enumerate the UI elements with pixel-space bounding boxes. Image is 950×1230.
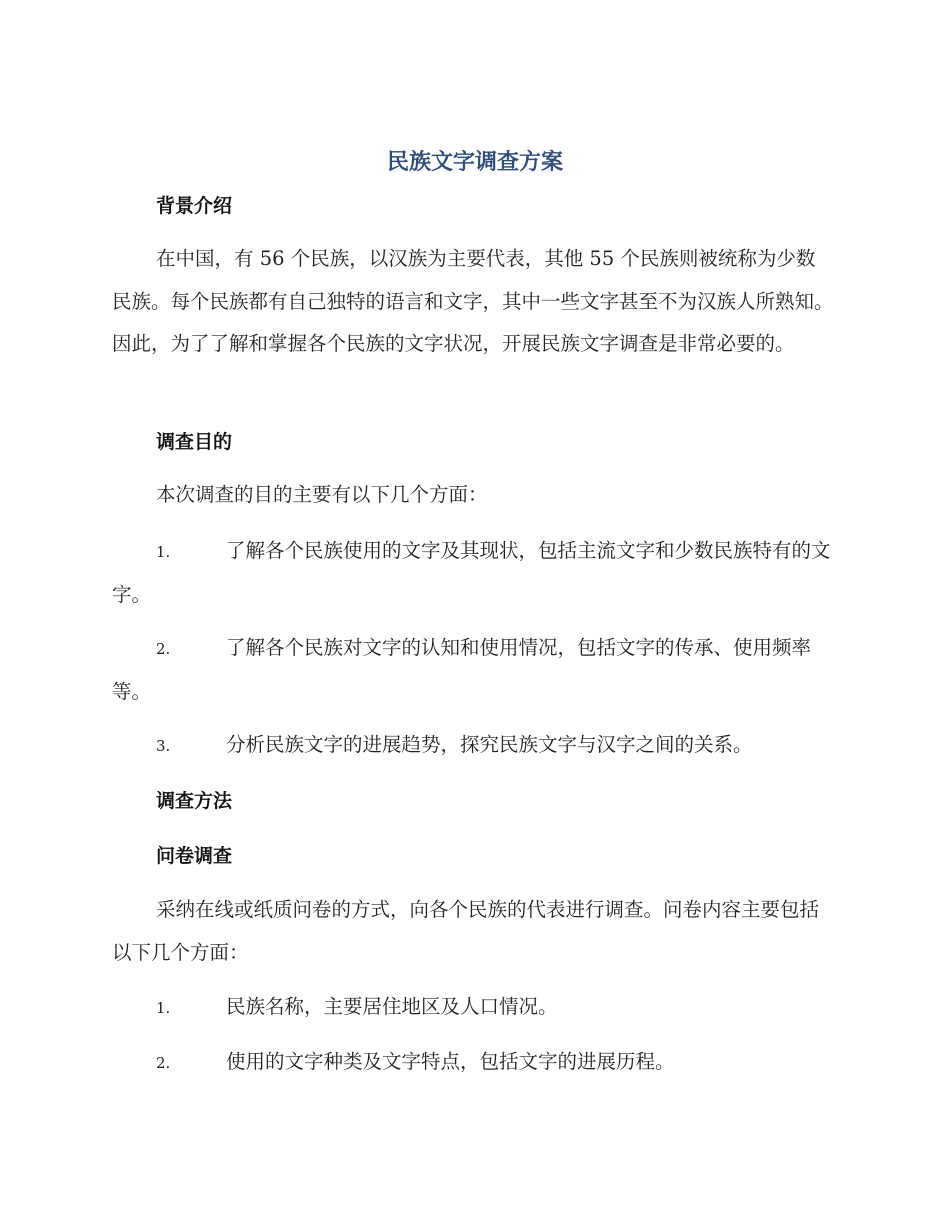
heading-method: 调查方法: [156, 790, 233, 812]
list-item-number: 1.: [156, 543, 171, 561]
list-item: [112, 986, 834, 1030]
paragraph-purpose-intro: 本次调查的目的主要有以下几个方面：: [156, 483, 488, 506]
list-item-number: 2.: [156, 1054, 171, 1072]
list-item: [112, 627, 834, 713]
list-item-text: 了解各个民族对文字的认知和使用情况，包括文字的传承、使用频率等。: [112, 636, 812, 703]
document-title: 民族文字调查方案: [386, 150, 563, 175]
paragraph-background: 在中国，有 56 个民族，以汉族为主要代表，其他 55 个民族则被统称为少数民族。每个民族都有自己独特的语言和文字，其中一些文字甚至不为汉族人所熟知。因此，为了了解和掌握各个民族的文字状况，开展民族文字调查是非常必要的。: [112, 247, 834, 355]
subheading-questionnaire: 问卷调查: [156, 845, 233, 867]
list-item-text: 使用的文字种类及文字特点，包括文字的进展历程。: [226, 1050, 675, 1073]
list-item-number: 1.: [156, 999, 171, 1017]
list-item-number: 2.: [156, 640, 171, 658]
list-item: [112, 1041, 834, 1085]
list-item-number: 3.: [156, 737, 171, 755]
list-item-text: 分析民族文字的进展趋势，探究民族文字与汉字之间的关系。: [226, 733, 753, 756]
heading-purpose: 调查目的: [156, 431, 233, 453]
list-item-text: 民族名称，主要居住地区及人口情况。: [226, 995, 558, 1018]
heading-background: 背景介绍: [156, 195, 233, 217]
list-item: [112, 724, 834, 768]
paragraph-method: 采纳在线或纸质问卷的方式，向各个民族的代表进行调查。问卷内容主要包括以下几个方面：: [112, 898, 820, 964]
list-item: [112, 530, 834, 616]
list-item-text: 了解各个民族使用的文字及其现状，包括主流文字和少数民族特有的文字。: [112, 539, 831, 606]
